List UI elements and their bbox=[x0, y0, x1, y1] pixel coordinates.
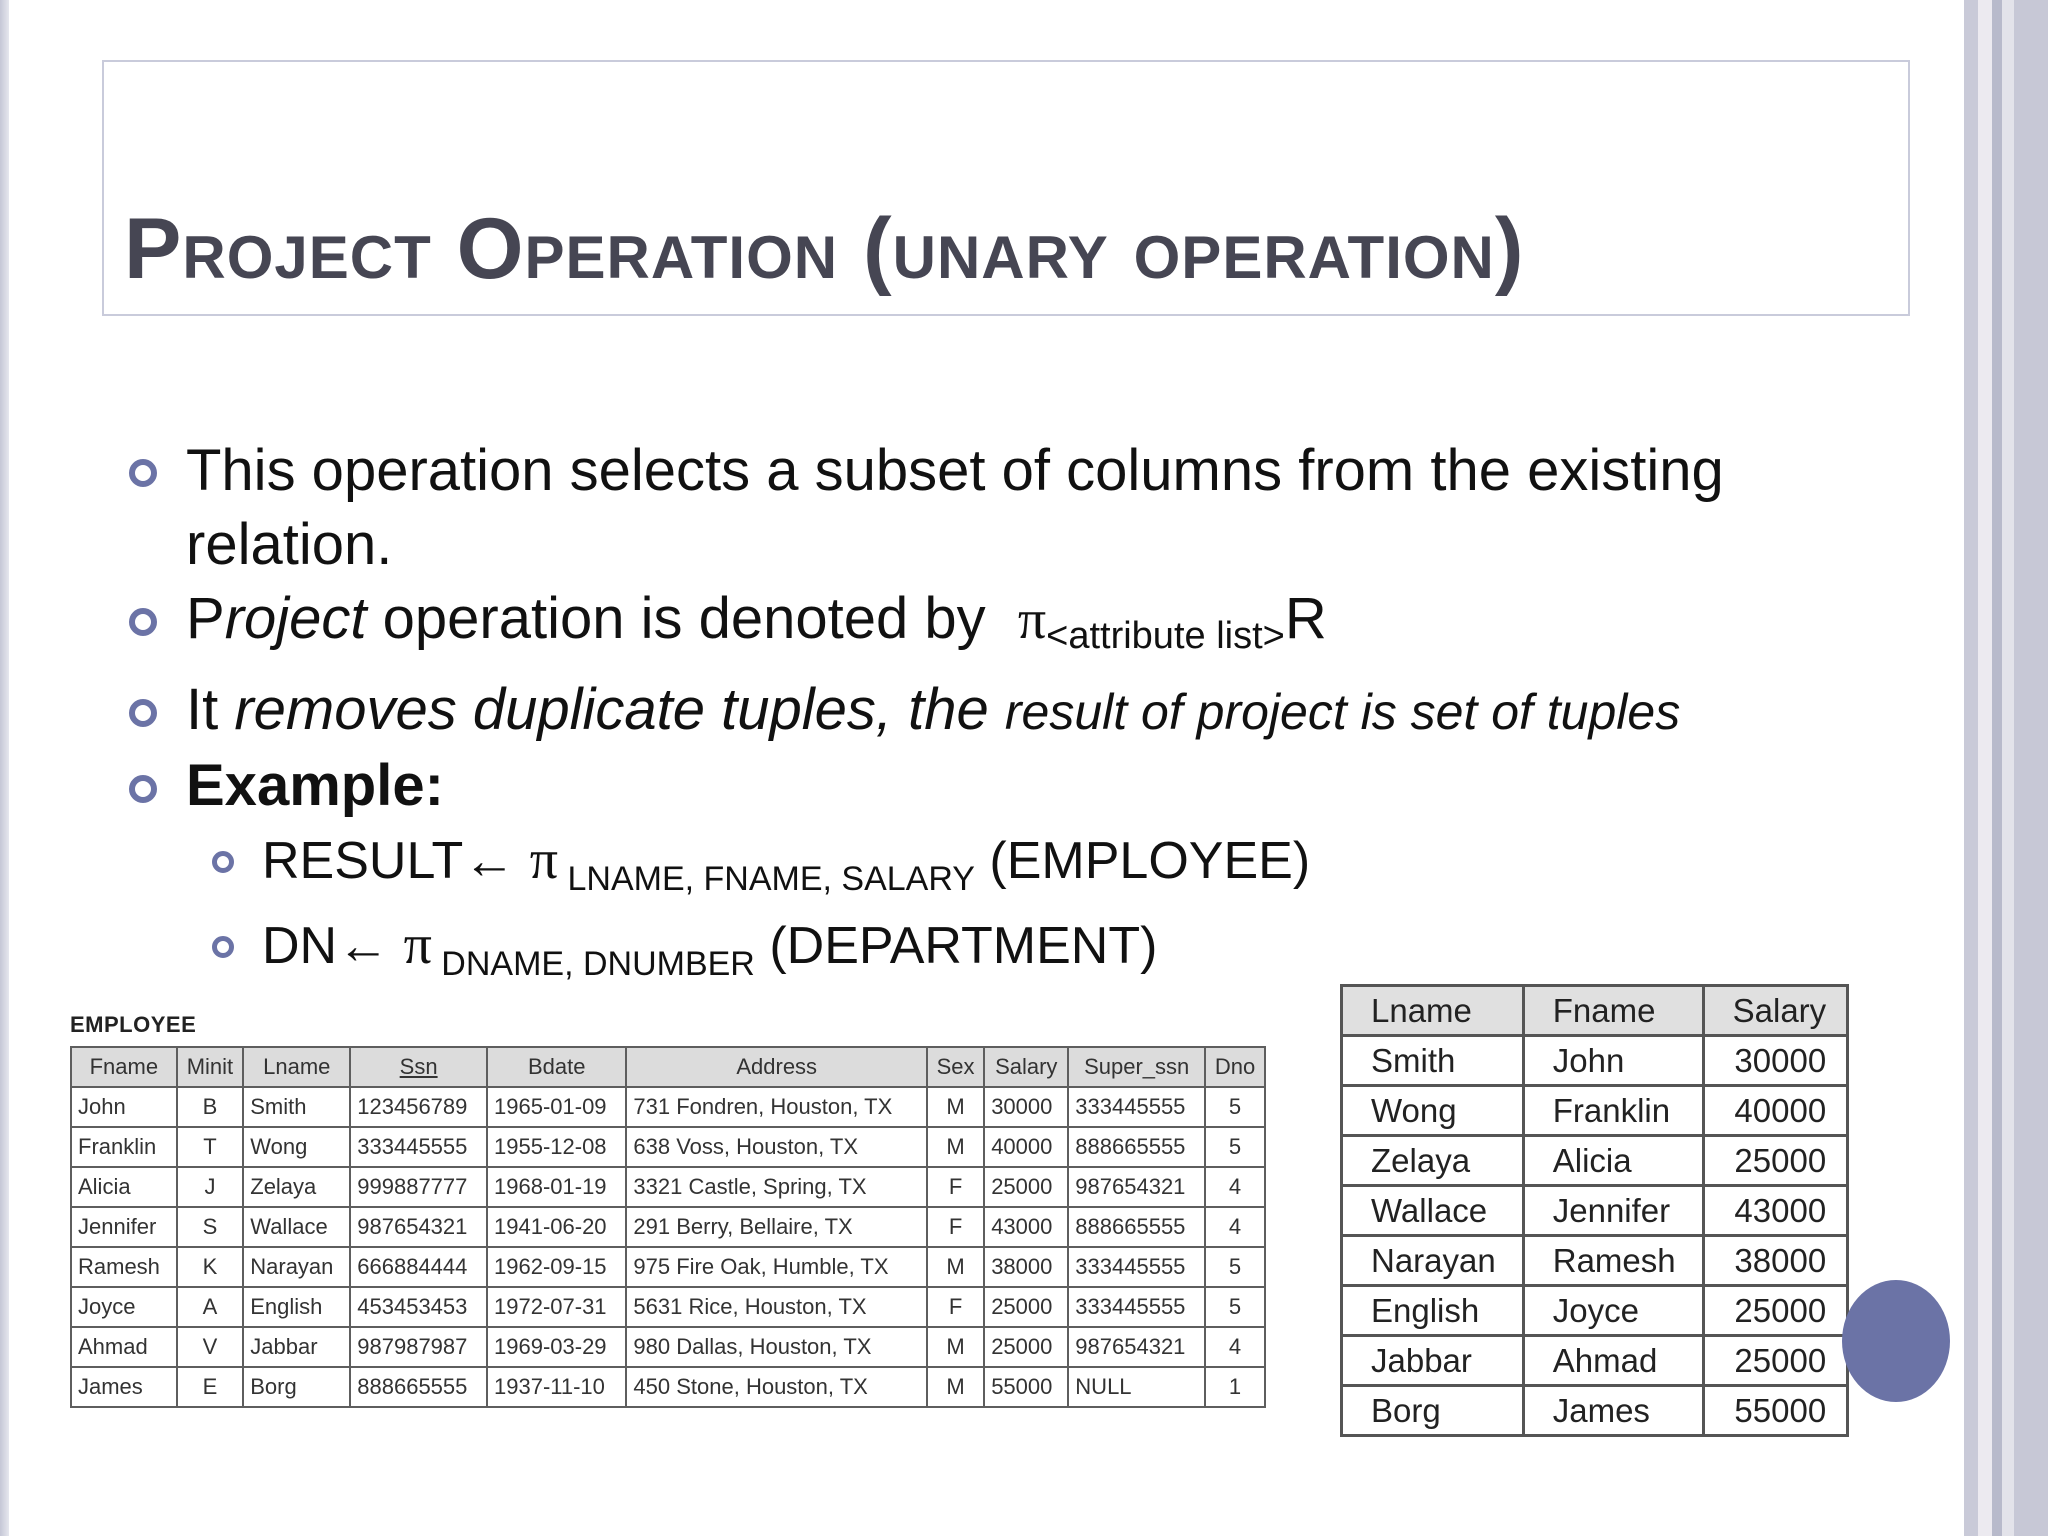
decorative-circle bbox=[1842, 1280, 1950, 1402]
table-cell: 5 bbox=[1205, 1127, 1265, 1167]
table-cell: 55000 bbox=[1703, 1386, 1848, 1436]
table-cell: A bbox=[177, 1287, 244, 1327]
column-header: Sex bbox=[927, 1047, 984, 1087]
table-cell: K bbox=[177, 1247, 244, 1287]
table-cell: 1 bbox=[1205, 1367, 1265, 1407]
table-cell: Jennifer bbox=[1523, 1186, 1703, 1236]
table-cell: B bbox=[177, 1087, 244, 1127]
column-header: Bdate bbox=[487, 1047, 626, 1087]
table-cell: 4 bbox=[1205, 1327, 1265, 1367]
pi-symbol: π bbox=[1017, 589, 1047, 651]
table-cell: 5631 Rice, Houston, TX bbox=[626, 1287, 927, 1327]
table-cell: Narayan bbox=[1342, 1236, 1524, 1286]
table-cell: NULL bbox=[1068, 1367, 1205, 1407]
column-header: Dno bbox=[1205, 1047, 1265, 1087]
table-cell: 999887777 bbox=[350, 1167, 487, 1207]
table-cell: 5 bbox=[1205, 1247, 1265, 1287]
table-cell: Wallace bbox=[243, 1207, 350, 1247]
result-table-body bbox=[1342, 1036, 1848, 1436]
table-cell: 987654321 bbox=[1068, 1327, 1205, 1367]
table-cell: M bbox=[927, 1087, 984, 1127]
table-cell: 40000 bbox=[1703, 1086, 1848, 1136]
table-row bbox=[71, 1327, 1265, 1367]
table-cell: Jabbar bbox=[243, 1327, 350, 1367]
table-row bbox=[1342, 1236, 1848, 1286]
table-cell: Wallace bbox=[1342, 1186, 1524, 1236]
column-header: Minit bbox=[177, 1047, 244, 1087]
table-cell: 25000 bbox=[984, 1327, 1068, 1367]
table-row bbox=[71, 1207, 1265, 1247]
bullet-text-italic: removes duplicate tuples, the bbox=[234, 677, 1005, 742]
employee-table-body bbox=[71, 1087, 1265, 1407]
table-cell: M bbox=[927, 1127, 984, 1167]
column-header bbox=[350, 1047, 487, 1087]
column-header: Lname bbox=[243, 1047, 350, 1087]
table-row bbox=[1342, 1136, 1848, 1186]
relation-symbol: R bbox=[1284, 586, 1327, 651]
employee-table bbox=[70, 1046, 1266, 1408]
table-cell: 333445555 bbox=[1068, 1247, 1205, 1287]
bullet-text-bold: Example: bbox=[186, 753, 444, 818]
table-row bbox=[71, 1287, 1265, 1327]
table-cell: M bbox=[927, 1247, 984, 1287]
table-cell: M bbox=[927, 1367, 984, 1407]
bullet-item-3 bbox=[120, 673, 1900, 749]
table-cell: Ramesh bbox=[71, 1247, 177, 1287]
table-cell: Joyce bbox=[71, 1287, 177, 1327]
table-cell: 1937-11-10 bbox=[487, 1367, 626, 1407]
table-cell: 987654321 bbox=[1068, 1167, 1205, 1207]
table-cell: 43000 bbox=[984, 1207, 1068, 1247]
table-row bbox=[1342, 1336, 1848, 1386]
bullet-item-4 bbox=[120, 749, 1900, 823]
table-cell: 38000 bbox=[1703, 1236, 1848, 1286]
table-cell: 638 Voss, Houston, TX bbox=[626, 1127, 927, 1167]
sub-bullet-marker-icon bbox=[212, 936, 234, 958]
table-cell: 4 bbox=[1205, 1207, 1265, 1247]
table-cell: Jennifer bbox=[71, 1207, 177, 1247]
table-row bbox=[71, 1247, 1265, 1287]
bullet-text: This operation selects a subset of columns from the existing relation. bbox=[186, 438, 1724, 577]
table-row bbox=[71, 1367, 1265, 1407]
table-cell: 25000 bbox=[1703, 1336, 1848, 1386]
table-cell: 1965-01-09 bbox=[487, 1087, 626, 1127]
table-cell: Narayan bbox=[243, 1247, 350, 1287]
table-cell: Joyce bbox=[1523, 1286, 1703, 1336]
table-row bbox=[1342, 1386, 1848, 1436]
slide-left-edge bbox=[0, 0, 9, 1536]
table-cell: 450 Stone, Houston, TX bbox=[626, 1367, 927, 1407]
bullet-marker-icon bbox=[129, 775, 157, 803]
table-cell: Jabbar bbox=[1342, 1336, 1524, 1386]
sub-bullet-text: (DEPARTMENT) bbox=[754, 917, 1158, 975]
table-cell: James bbox=[1523, 1386, 1703, 1436]
sub-bullet-text: (EMPLOYEE) bbox=[974, 832, 1311, 890]
table-cell: 1962-09-15 bbox=[487, 1247, 626, 1287]
bullet-list bbox=[120, 434, 1900, 997]
column-header: Salary bbox=[984, 1047, 1068, 1087]
table-cell: 1955-12-08 bbox=[487, 1127, 626, 1167]
table-cell: 333445555 bbox=[1068, 1287, 1205, 1327]
table-cell: F bbox=[927, 1287, 984, 1327]
column-header: Salary bbox=[1703, 986, 1848, 1036]
table-cell: Ramesh bbox=[1523, 1236, 1703, 1286]
table-cell: 38000 bbox=[984, 1247, 1068, 1287]
table-cell: 25000 bbox=[984, 1287, 1068, 1327]
pi-subscript: <attribute list> bbox=[1046, 615, 1285, 657]
bullet-text-italic: roject bbox=[224, 586, 367, 651]
bullet-marker-icon bbox=[129, 699, 157, 727]
table-cell: 888665555 bbox=[1068, 1207, 1205, 1247]
table-cell: John bbox=[1523, 1036, 1703, 1086]
column-header: Fname bbox=[71, 1047, 177, 1087]
table-cell: 3321 Castle, Spring, TX bbox=[626, 1167, 927, 1207]
table-cell: John bbox=[71, 1087, 177, 1127]
table-cell: S bbox=[177, 1207, 244, 1247]
table-cell: English bbox=[1342, 1286, 1524, 1336]
table-cell: Zelaya bbox=[243, 1167, 350, 1207]
column-header: Lname bbox=[1342, 986, 1524, 1036]
employee-table-caption: EMPLOYEE bbox=[70, 1012, 197, 1037]
bullet-item-1 bbox=[120, 434, 1900, 582]
table-cell: Franklin bbox=[1523, 1086, 1703, 1136]
pi-subscript: DNAME, DNUMBER bbox=[431, 945, 755, 983]
table-cell: 25000 bbox=[984, 1167, 1068, 1207]
bullet-text-part: It bbox=[186, 677, 235, 742]
employee-table-header-row bbox=[71, 1047, 1265, 1087]
table-row bbox=[1342, 1086, 1848, 1136]
table-cell: 987654321 bbox=[350, 1207, 487, 1247]
table-cell: English bbox=[243, 1287, 350, 1327]
column-header: Fname bbox=[1523, 986, 1703, 1036]
table-cell: 30000 bbox=[984, 1087, 1068, 1127]
sub-bullet-text: RESULT← bbox=[262, 832, 530, 890]
table-cell: J bbox=[177, 1167, 244, 1207]
result-table bbox=[1340, 984, 1849, 1437]
table-cell: Ahmad bbox=[1523, 1336, 1703, 1386]
slide-title: Project Operation (unary operation) bbox=[124, 201, 1525, 297]
sub-bullet-text: DN← bbox=[262, 917, 404, 975]
table-cell: 43000 bbox=[1703, 1186, 1848, 1236]
table-cell: Wong bbox=[243, 1127, 350, 1167]
bullet-marker-icon bbox=[129, 459, 157, 487]
table-cell: Borg bbox=[243, 1367, 350, 1407]
table-cell: 731 Fondren, Houston, TX bbox=[626, 1087, 927, 1127]
table-cell: 666884444 bbox=[350, 1247, 487, 1287]
table-cell: Alicia bbox=[1523, 1136, 1703, 1186]
table-cell: Zelaya bbox=[1342, 1136, 1524, 1186]
table-cell: 888665555 bbox=[350, 1367, 487, 1407]
table-row bbox=[1342, 1286, 1848, 1336]
bullet-text-part: P bbox=[186, 586, 225, 651]
table-row bbox=[1342, 1036, 1848, 1086]
table-cell: 453453453 bbox=[350, 1287, 487, 1327]
table-cell: 30000 bbox=[1703, 1036, 1848, 1086]
table-cell: 1969-03-29 bbox=[487, 1327, 626, 1367]
table-cell: 980 Dallas, Houston, TX bbox=[626, 1327, 927, 1367]
table-row bbox=[71, 1087, 1265, 1127]
pi-symbol: π bbox=[403, 914, 432, 976]
table-cell: 123456789 bbox=[350, 1087, 487, 1127]
bullet-item-2 bbox=[120, 582, 1900, 673]
table-cell: Smith bbox=[1342, 1036, 1524, 1086]
decorative-bar bbox=[1992, 0, 2002, 1536]
table-cell: James bbox=[71, 1367, 177, 1407]
table-cell: V bbox=[177, 1327, 244, 1367]
table-cell: T bbox=[177, 1127, 244, 1167]
table-cell: 1968-01-19 bbox=[487, 1167, 626, 1207]
table-cell: 291 Berry, Bellaire, TX bbox=[626, 1207, 927, 1247]
table-cell: M bbox=[927, 1327, 984, 1367]
pi-subscript: LNAME, FNAME, SALARY bbox=[558, 860, 975, 898]
bullet-text-italic-small: result of project is set of tuples bbox=[1004, 684, 1681, 740]
table-cell: Smith bbox=[243, 1087, 350, 1127]
table-cell: 40000 bbox=[984, 1127, 1068, 1167]
table-cell: Alicia bbox=[71, 1167, 177, 1207]
table-cell: 25000 bbox=[1703, 1286, 1848, 1336]
table-cell: 25000 bbox=[1703, 1136, 1848, 1186]
table-cell: F bbox=[927, 1207, 984, 1247]
result-table-header-row bbox=[1342, 986, 1848, 1036]
decorative-bar bbox=[1978, 0, 1992, 1536]
table-cell: 1972-07-31 bbox=[487, 1287, 626, 1327]
table-cell: 5 bbox=[1205, 1287, 1265, 1327]
table-cell: 975 Fire Oak, Humble, TX bbox=[626, 1247, 927, 1287]
pi-symbol: π bbox=[529, 829, 559, 891]
table-cell: 888665555 bbox=[1068, 1127, 1205, 1167]
bullet-text-part: operation is denoted by bbox=[366, 586, 1018, 651]
table-cell: Wong bbox=[1342, 1086, 1524, 1136]
table-cell: Borg bbox=[1342, 1386, 1524, 1436]
decorative-bar bbox=[1964, 0, 1978, 1536]
decorative-bar bbox=[2014, 0, 2048, 1536]
table-cell: 1941-06-20 bbox=[487, 1207, 626, 1247]
table-cell: Ahmad bbox=[71, 1327, 177, 1367]
sub-bullet-item-1 bbox=[120, 827, 1900, 912]
table-cell: 333445555 bbox=[1068, 1087, 1205, 1127]
table-cell: 5 bbox=[1205, 1087, 1265, 1127]
column-header-label: Ssn bbox=[399, 1054, 438, 1079]
table-cell: 333445555 bbox=[350, 1127, 487, 1167]
table-cell: F bbox=[927, 1167, 984, 1207]
sub-bullet-marker-icon bbox=[212, 851, 234, 873]
column-header: Super_ssn bbox=[1068, 1047, 1205, 1087]
table-cell: 55000 bbox=[984, 1367, 1068, 1407]
table-row bbox=[71, 1127, 1265, 1167]
column-header: Address bbox=[626, 1047, 927, 1087]
table-cell: Franklin bbox=[71, 1127, 177, 1167]
table-cell: E bbox=[177, 1367, 244, 1407]
bullet-marker-icon bbox=[129, 608, 157, 636]
table-cell: 987987987 bbox=[350, 1327, 487, 1367]
table-cell: 4 bbox=[1205, 1167, 1265, 1207]
decorative-bar bbox=[2002, 0, 2014, 1536]
table-row bbox=[71, 1167, 1265, 1207]
table-row bbox=[1342, 1186, 1848, 1236]
